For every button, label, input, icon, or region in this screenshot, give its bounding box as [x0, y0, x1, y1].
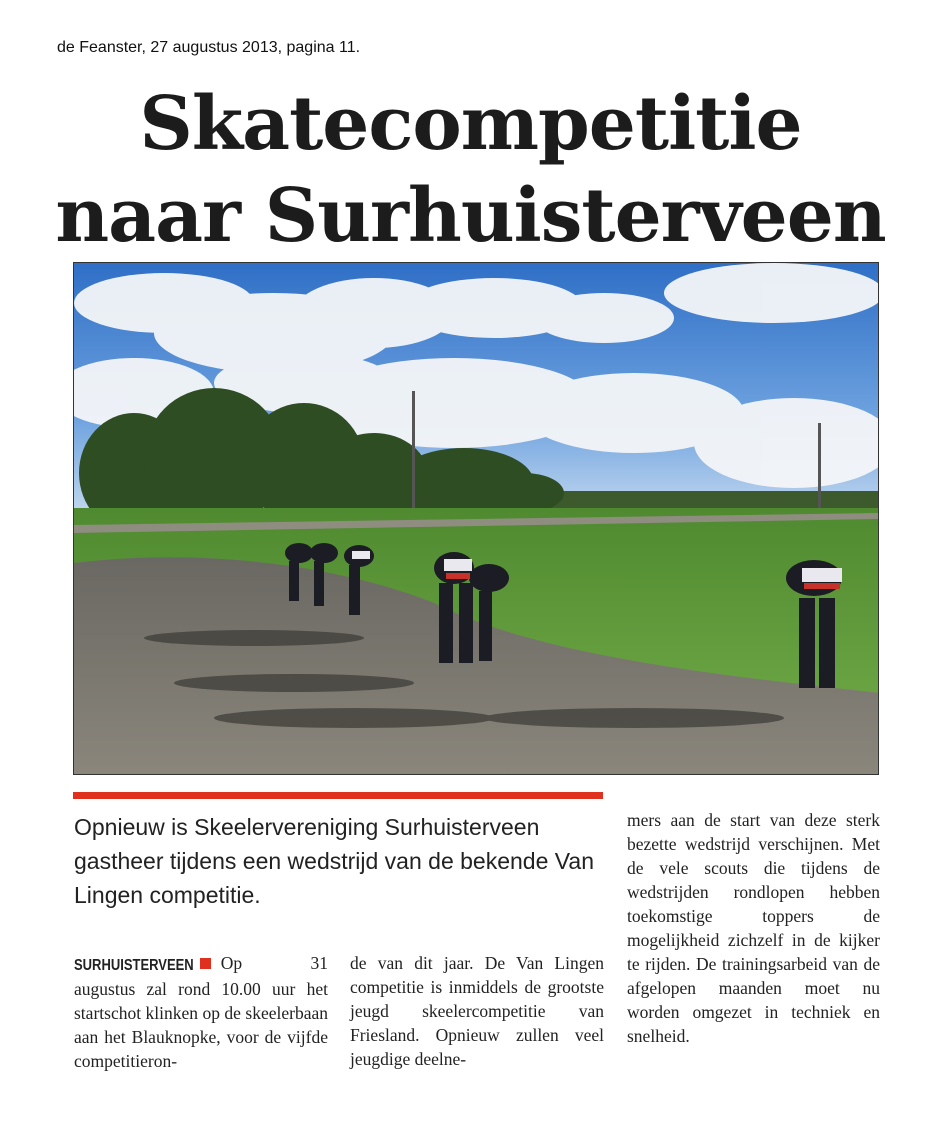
headline-line-1: Skatecompetitie	[139, 81, 802, 167]
accent-rule	[73, 792, 603, 799]
skaters-photo	[74, 263, 879, 775]
source-line: de Feanster, 27 augustus 2013, pagina 11.	[57, 39, 361, 56]
lead-paragraph: Opnieuw is Skeelervereniging Surhuisterveen gastheer tijdens een wedstrijd van de bekende Van Lingen competitie.	[74, 814, 594, 908]
body-column-2	[350, 951, 604, 1071]
body-text-1: Op 31 augustus zal rond 10.00 uur het startschot klinken op de skeelerbaan aan het Blauknopke, voor de vijfde competitieron-	[74, 953, 328, 1071]
body-text-2: de van dit jaar. De Van Lingen competitie is inmiddels de grootste jeugd skeelercompetitie van Friesland. Opnieuw zullen veel jeugdige deelne-	[350, 953, 604, 1069]
body-column-3	[627, 808, 880, 1048]
dateline: SURHUISTERVEEN	[74, 955, 194, 974]
headline	[0, 78, 941, 262]
dateline-square-icon	[200, 958, 211, 969]
body-text-3: mers aan de start van deze sterk bezette wedstrijd verschijnen. Met de vele scouts die tijdens de wedstrijden rondlopen hebben toekomstige toppers de mogelijkheid zichzelf in de kijker te rijden. De trainingsarbeid van de afgelopen maanden moet nu worden omgezet in techniek en snelheid.	[627, 810, 880, 1046]
headline-line-2: naar Surhuisterveen	[55, 173, 886, 259]
body-column-1	[74, 951, 328, 1073]
article-photo	[73, 262, 879, 775]
